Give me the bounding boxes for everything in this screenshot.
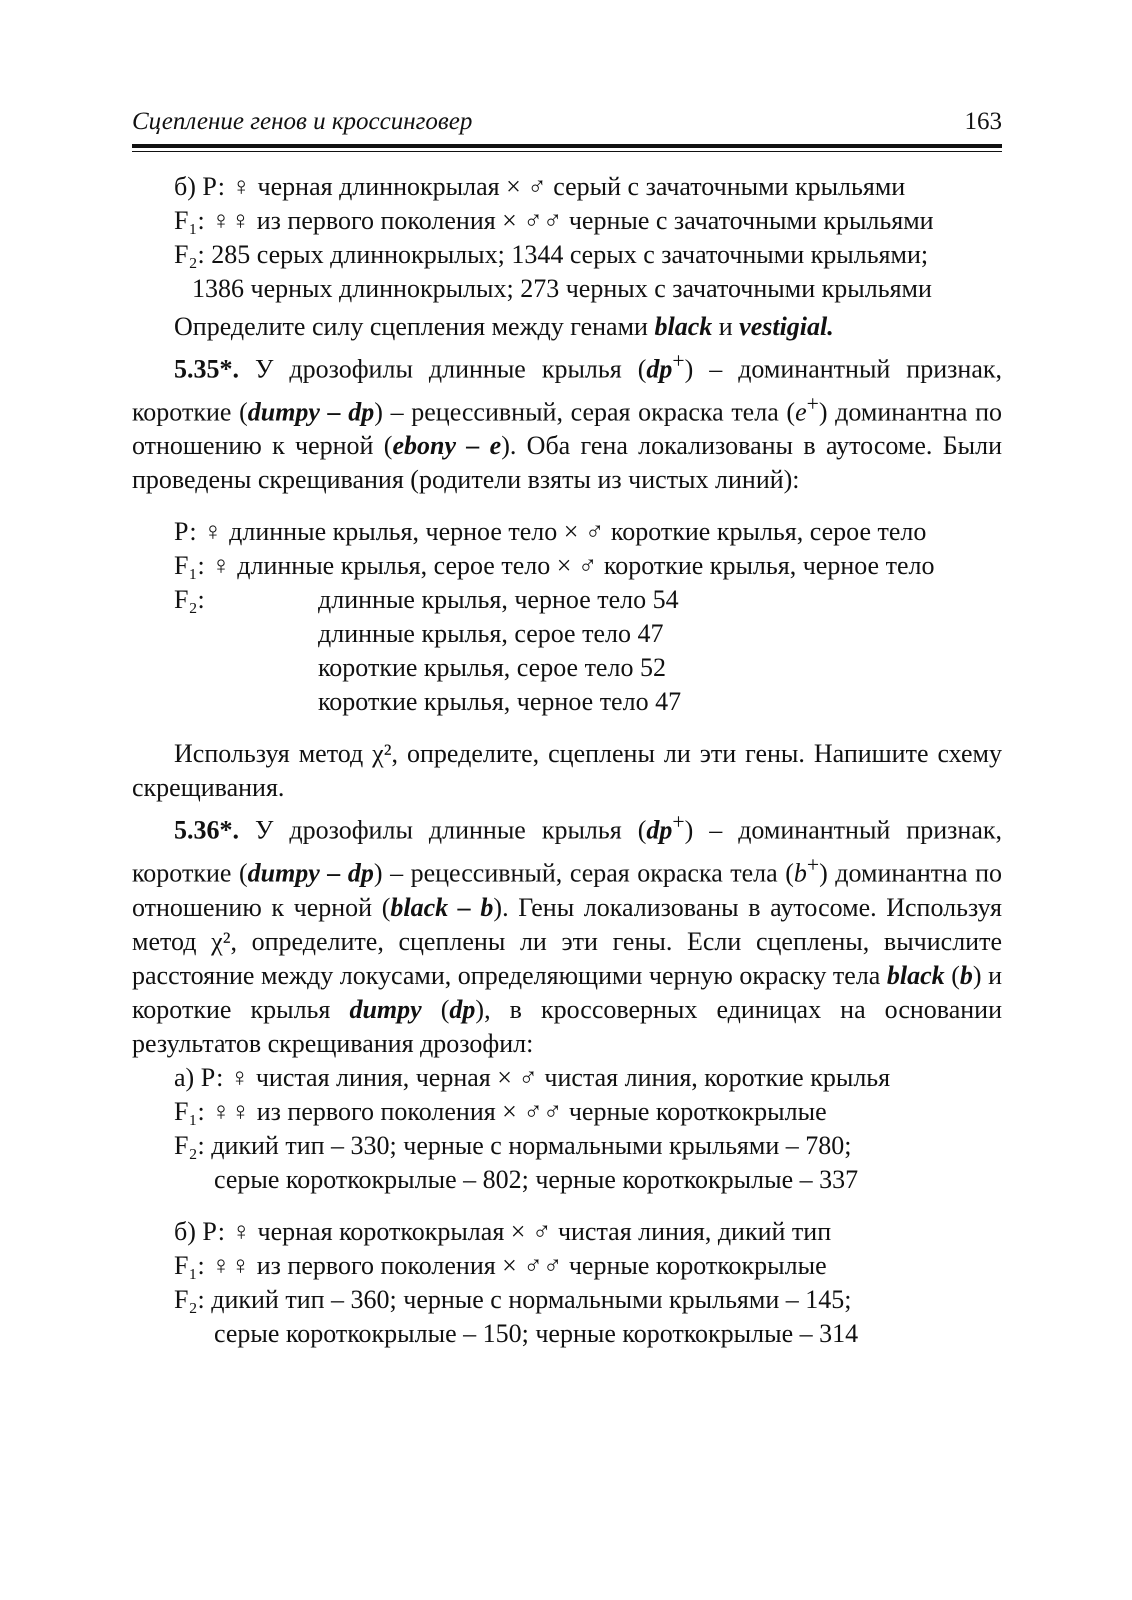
f2-label: F₂: <box>174 585 205 615</box>
task-536-text: 5.36*. У дрозофилы длинные крылья (dp+) – доминантный признак, короткие (dumpy – dp) – рецессивный, серая окраска тела (b+) доминантна по отношению к черной (black – b). Гены локализованы в аутосоме. Используя метод χ², определите, сцеплены ли эти гены. Если сцеплены, вычислите расстояние между локусами, определяющими черную окраску тела black (b) и короткие крылья dumpy (dp), в кроссоверных единицах на основании результатов скрещивания дрозофил: <box>132 810 1002 1058</box>
book-page <box>132 92 1002 1351</box>
linkage-question: Определите силу сцепления между генами black и vestigial. <box>174 312 834 341</box>
task-535-f2-row <box>132 685 1002 719</box>
task-number: 5.35*. <box>174 354 239 384</box>
task-535-f2-row <box>132 617 1002 651</box>
task-number: 5.36*. <box>174 815 239 845</box>
task-535-f2-row <box>132 651 1002 685</box>
running-header <box>132 92 1002 136</box>
task-536-b-f1: F₁: ♀♀ из первого поколения × ♂♂ черные короткокрылые <box>174 1250 827 1280</box>
page-number: 163 <box>964 108 1002 135</box>
header-rule-thick <box>132 144 1002 148</box>
task-535-parents: Р: ♀ длинные крылья, черное тело × ♂ короткие крылья, серое тело <box>174 517 927 547</box>
chapter-title: Сцепление генов и кроссинговер <box>132 108 473 135</box>
task-535-f1: F₁: ♀ длинные крылья, серое тело × ♂ короткие крылья, черное тело <box>174 551 935 581</box>
task-536-b-f2-line2: серые короткокрылые – 150; черные короткокрылые – 314 <box>214 1318 859 1348</box>
task-535-f2-row <box>132 583 1002 617</box>
task-536-b-f2-line1: F₂: дикий тип – 360; черные с нормальными крыльями – 145; <box>174 1284 852 1314</box>
f2-result: длинные крылья, черное тело 54 <box>318 585 679 615</box>
task-536-a-parents: а) Р: ♀ чистая линия, черная × ♂ чистая линия, короткие крылья <box>174 1062 891 1092</box>
task-536-a-f1: F₁: ♀♀ из первого поколения × ♂♂ черные короткокрылые <box>174 1096 827 1126</box>
f2-result: короткие крылья, серое тело 52 <box>318 653 666 683</box>
cross-b-f2-line1: F₂: 285 серых длиннокрылых; 1344 серых с зачаточными крыльями; <box>174 240 929 269</box>
cross-b-f2-line2: 1386 черных длиннокрылых; 273 черных с зачаточными крыльями <box>192 274 932 303</box>
f2-result: длинные крылья, серое тело 47 <box>318 619 664 649</box>
cross-b-f1: F₁: ♀♀ из первого поколения × ♂♂ черные с зачаточными крыльями <box>174 206 934 235</box>
cross-b-parents: б) Р: ♀ черная длиннокрылая × ♂ серый с зачаточными крыльями <box>174 172 906 201</box>
task-536-b-parents: б) Р: ♀ черная короткокрылая × ♂ чистая линия, дикий тип <box>174 1216 832 1246</box>
task-535-text: 5.35*. У дрозофилы длинные крылья (dp+) – доминантный признак, короткие (dumpy – dp) – рецессивный, серая окраска тела (e+) доминантна по отношению к черной (ebony – e). Оба гена локализованы в аутосоме. Были проведены скрещивания (родители взяты из чистых линий): <box>132 349 1002 495</box>
task-536-a-f2-line2: серые короткокрылые – 802; черные короткокрылые – 337 <box>214 1164 859 1194</box>
task-536-a-f2-line1: F₂: дикий тип – 330; черные с нормальными крыльями – 780; <box>174 1130 852 1160</box>
f2-result: короткие крылья, черное тело 47 <box>318 687 682 717</box>
task-535-question: Используя метод χ², определите, сцеплены ли эти гены. Напишите схему скрещивания. <box>132 739 1002 803</box>
